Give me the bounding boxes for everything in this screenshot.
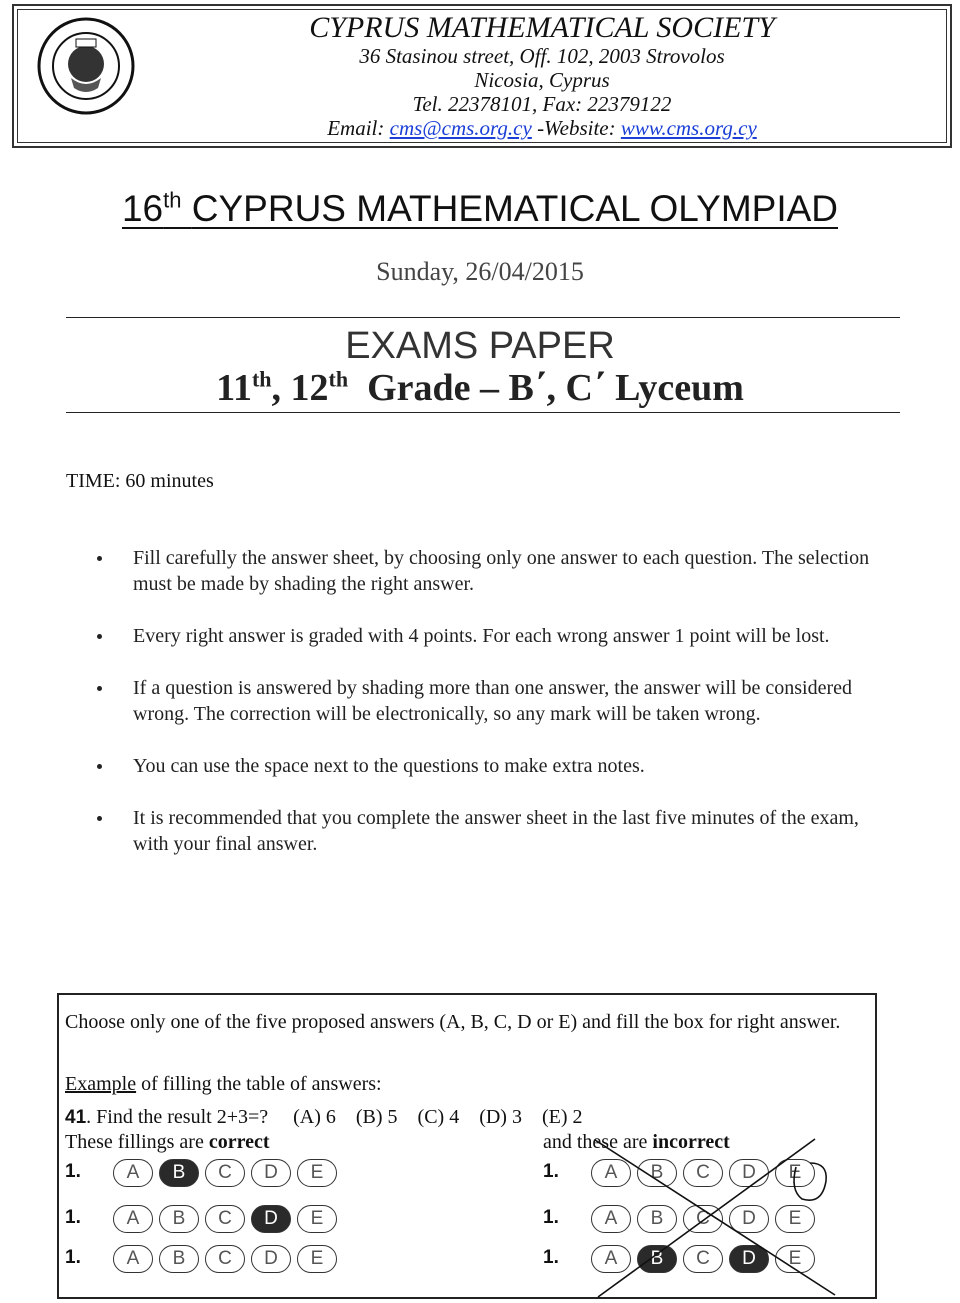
row-number: 1.: [543, 1161, 559, 1182]
answer-bubble-d: D: [729, 1245, 769, 1273]
rule-text: If a question is answered by shading more than one answer, the answer will be considered wrong. The correction will be electronically, so any mark will be taken wrong.: [133, 677, 852, 725]
correct-example-row: [65, 1159, 365, 1189]
correct-prefix: These fillings are: [65, 1131, 209, 1153]
answer-bubble-e: E: [297, 1159, 337, 1187]
rule-text: It is recommended that you complete the answer sheet in the last five minutes of the exam, with your final answer.: [133, 807, 859, 855]
example-heading: [65, 1072, 382, 1096]
incorrect-prefix: and these are: [543, 1131, 653, 1153]
question-number: 41: [65, 1107, 87, 1128]
correct-example-row: [65, 1245, 365, 1275]
answer-bubble-c: C: [683, 1245, 723, 1273]
answer-bubble-b: B: [637, 1245, 677, 1273]
answer-bubble-e: E: [775, 1159, 815, 1187]
answer-bubble-d: D: [729, 1159, 769, 1187]
grade-a-sup: th: [251, 366, 272, 392]
answer-instruction: Choose only one of the five proposed answers (A, B, C, D or E) and fill the box for right answer.: [65, 1011, 841, 1033]
row-number: 1.: [65, 1207, 81, 1228]
grade-a: 11: [216, 367, 252, 409]
answer-bubble-b: B: [637, 1159, 677, 1187]
answer-bubble-e: E: [775, 1205, 815, 1233]
answer-bubble-e: E: [775, 1245, 815, 1273]
answer-bubble-a: A: [113, 1159, 153, 1187]
answer-bubble-b: B: [159, 1205, 199, 1233]
answer-bubble-d: D: [251, 1159, 291, 1187]
rules-list: [97, 545, 897, 883]
answer-bubble-c: C: [205, 1245, 245, 1273]
answer-bubble-b: B: [159, 1159, 199, 1187]
bullet-icon: [97, 764, 102, 769]
answer-bubble-a: A: [591, 1159, 631, 1187]
answer-bubble-c: C: [683, 1205, 723, 1233]
website-link[interactable]: www.cms.org.cy: [620, 116, 757, 140]
correct-caption: [65, 1130, 270, 1154]
answer-bubble-d: D: [251, 1205, 291, 1233]
rule-item: [97, 545, 897, 597]
answer-bubble-c: C: [205, 1159, 245, 1187]
answer-bubble-d: D: [729, 1205, 769, 1233]
divider-top: [66, 317, 900, 318]
rule-item: [97, 805, 897, 857]
phone-line: Tel. 22378101, Fax: 22379122: [412, 92, 672, 116]
divider-bottom: [66, 412, 900, 413]
answer-bubble-e: E: [297, 1205, 337, 1233]
title-number: 16: [121, 188, 164, 230]
rule-text: Fill carefully the answer sheet, by choosing only one answer to each question. The selection must be made by shading the right answer.: [133, 547, 870, 595]
society-logo-icon: [36, 16, 136, 116]
rule-item: [97, 753, 897, 779]
email-label: Email:: [327, 116, 385, 140]
answer-bubble-d: D: [251, 1245, 291, 1273]
header-text: [114, 12, 960, 140]
cross-out-mark-icon: [590, 1135, 840, 1300]
bullet-icon: [97, 634, 102, 639]
answer-bubble-b: B: [637, 1205, 677, 1233]
question-text: . Find the result 2+3=? (A) 6 (B) 5 (C) 4 (D) 3 (E) 2: [86, 1106, 583, 1128]
row-number: 1.: [65, 1161, 81, 1182]
bullet-icon: [97, 686, 102, 691]
rule-item: [97, 623, 897, 649]
answer-bubble-c: C: [683, 1159, 723, 1187]
example-question: [65, 1105, 583, 1130]
title-text: CYPRUS MATHEMATICAL OLYMPIAD: [191, 188, 838, 230]
correct-word: correct: [208, 1131, 270, 1153]
grade-line: [0, 366, 960, 410]
example-word: Example: [65, 1073, 137, 1095]
grade-rest: Grade – B΄, C΄ Lyceum: [348, 367, 744, 409]
rule-item: [97, 675, 897, 727]
incorrect-word: incorrect: [652, 1131, 730, 1153]
answer-bubble-b: B: [159, 1245, 199, 1273]
row-number: 1.: [543, 1247, 559, 1268]
example-rest: of filling the table of answers:: [136, 1073, 382, 1095]
bullet-icon: [97, 556, 102, 561]
address-line: 36 Stasinou street, Off. 102, 2003 Strovolos: [359, 44, 725, 68]
answer-bubble-e: E: [297, 1245, 337, 1273]
website-label: -Website:: [537, 116, 616, 140]
answer-bubble-a: A: [591, 1245, 631, 1273]
bullet-icon: [97, 816, 102, 821]
correct-example-row: [65, 1205, 365, 1235]
answer-bubble-a: A: [591, 1205, 631, 1233]
answer-bubble-c: C: [205, 1205, 245, 1233]
grade-b-sup: th: [328, 366, 349, 392]
rule-text: You can use the space next to the questions to make extra notes.: [133, 755, 645, 777]
row-number: 1.: [543, 1207, 559, 1228]
exam-date: Sunday, 26/04/2015: [376, 257, 584, 286]
email-link[interactable]: cms@cms.org.cy: [389, 116, 532, 140]
org-name: CYPRUS MATHEMATICAL SOCIETY: [309, 11, 775, 44]
contact-line: [114, 116, 960, 140]
city-line: Nicosia, Cyprus: [474, 68, 610, 92]
answer-bubble-a: A: [113, 1205, 153, 1233]
answer-bubble-a: A: [113, 1245, 153, 1273]
time-limit: TIME: 60 minutes: [66, 470, 214, 492]
paper-heading: EXAMS PAPER: [345, 325, 615, 367]
olympiad-title: [0, 188, 960, 230]
title-suffix: th: [163, 188, 182, 213]
header-box: [12, 4, 952, 148]
grade-b: , 12: [271, 367, 329, 409]
row-number: 1.: [65, 1247, 81, 1268]
rule-text: Every right answer is graded with 4 points. For each wrong answer 1 point will be lost.: [133, 625, 830, 647]
